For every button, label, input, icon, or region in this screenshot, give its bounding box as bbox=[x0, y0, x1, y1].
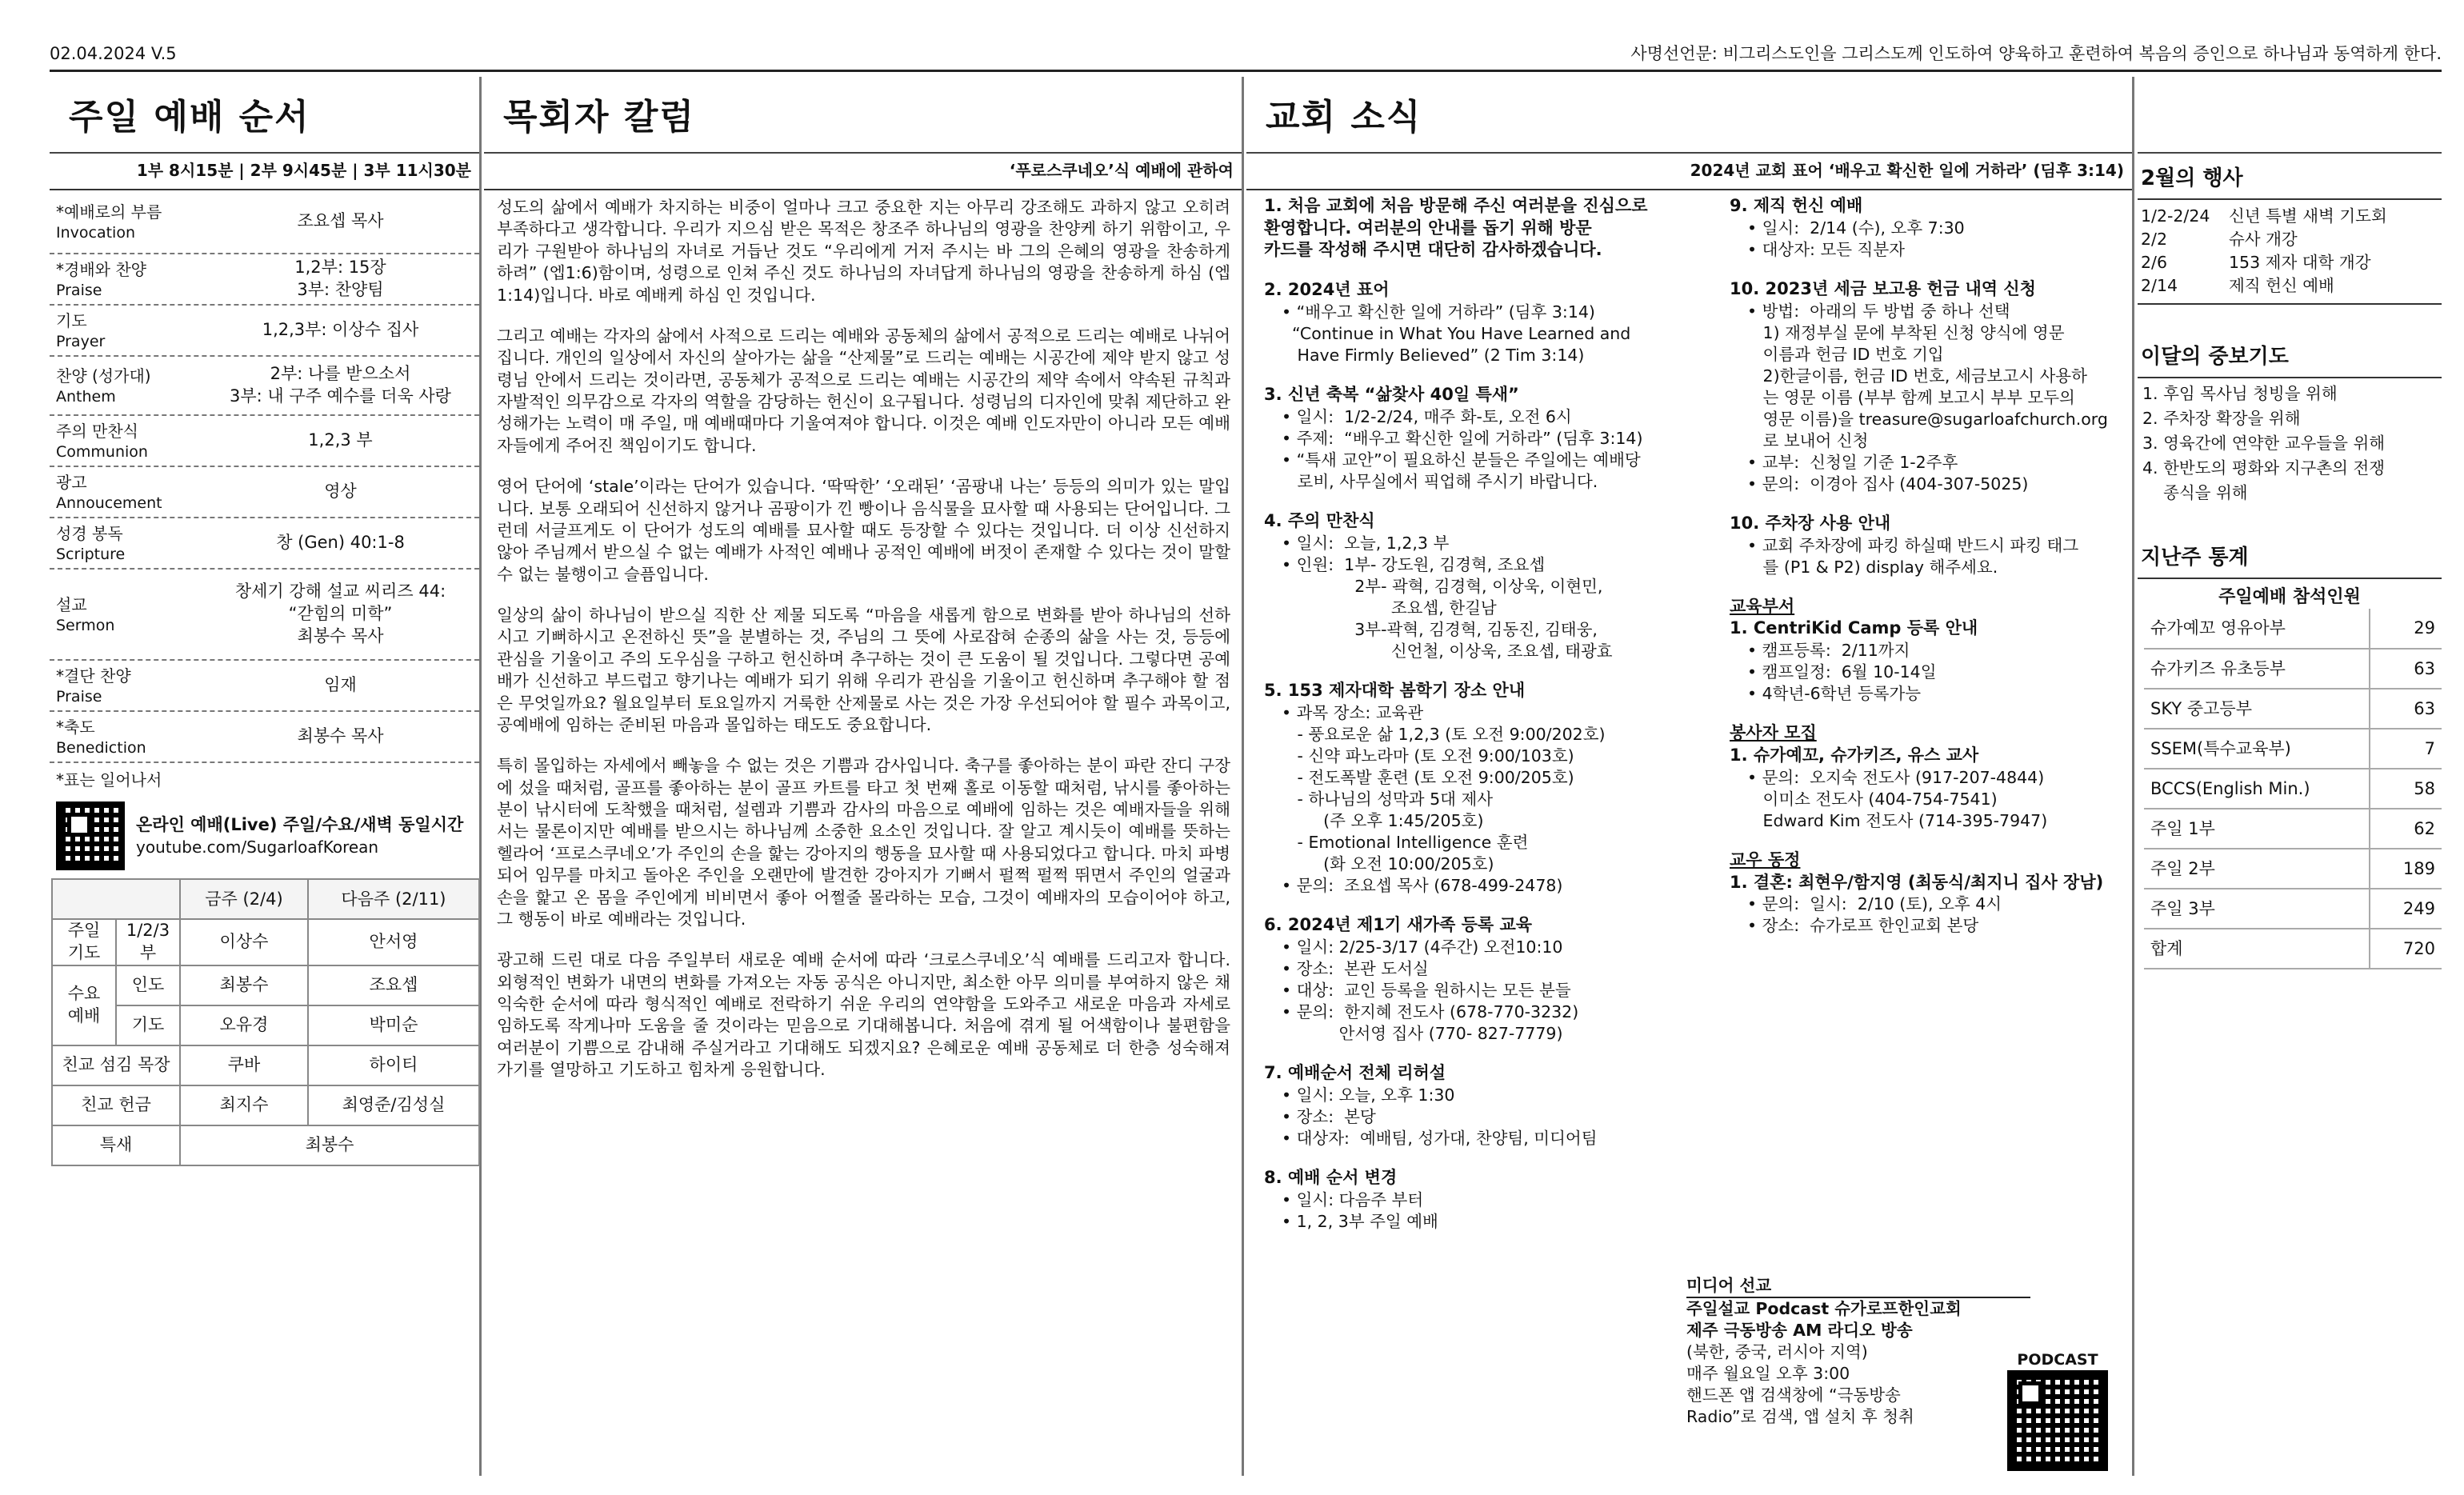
prayer-item: 1. 후임 목사님 청빙을 위해 bbox=[2142, 383, 2338, 403]
article-paragraph: 일상의 삶이 하나님이 받으실 직한 산 제물 되도록 “마음을 새롭게 함으로 변화를 받아 하나님의 선하시고 기뻐하시고 온전하신 뜻”을 분별하는 것, 주님의 그 뜻에 사로잡혀 순종의 삶을 사는 것, 등등에 관심을 기울이고 주의 도우심을 구하고 헌신하며 추구하는 것이 큰 도움이 될 것입니다. 그렇다면 공예배가 신선하고 부드럽고 향기나는 예배가 되기 위해 우리가 관심을 기울이고 헌신하며 추구해야 할 점은 무엇일까요? 월요일부터 토요일까지 거룩한 산제물로 사는 것은 가장 우선되어야 할 필수 과목이고, 공예배에 임하는 준비된 마음과 몰입하는 태도도 중요합니다. bbox=[497, 606, 1230, 734]
news-line: • 4학년-6학년 등록가능 bbox=[1747, 684, 1922, 704]
worship-item-value: 최봉수 목사 bbox=[297, 726, 384, 746]
table-row: 친교 헌금 최지수 최영준/김성실 bbox=[52, 1085, 479, 1125]
news-line: 1) 재정부실 문에 부착된 신청 양식에 영문 bbox=[1747, 322, 2065, 342]
news-line: - 풍요로운 삶 1,2,3 (토 오전 9:00/202호) bbox=[1282, 724, 1606, 744]
worship-item-label bbox=[50, 661, 202, 710]
news-line: 신언철, 이상욱, 조요셉, 태광효 bbox=[1282, 641, 1613, 661]
news-left bbox=[1264, 195, 1720, 1250]
article-paragraph: 특히 몰입하는 자세에서 빼놓을 수 없는 것은 기쁨과 감사입니다. 축구를 좋아하는 분이 파란 잔디 구장에 섰을 때처럼, 골프를 좋아하는 분이 골프 카트를 타고 첫 번째 홀로 이동할 때처럼, 낚시를 좋아하는 분이 낚시터에 도착했을 때처럼, 설렘과 기쁨과 감사의 마음으로 예배에 임하는 것은 예배자들을 위해서는 물론이지만 예배를 받으시는 하나님께 소중한 요소인 것입니다. 잘 알고 계시듯이 예배를 뜻하는 헬라어 ‘프로스쿠네오’가 주인의 손을 핥는 강아지의 행동을 묘사할 때 사용되었다고 합니다. 마치 파병되어 임무를 마치고 돌아온 주인을 오랜만에 발견한 강아지가 기뻐서 펄쩍 펄쩍 뛰면서 주인의 얼굴과 손을 핥고 온 몸을 주인에게 비비면서 좋아 어쩔줄 몰라하는 모습, 그것이 예배자의 모습이어야 하고, 그 행동이 바로 예배라는 것입니다. bbox=[497, 756, 1230, 929]
stat-label: BCCS(English Min.) bbox=[2144, 769, 2370, 809]
worship-item-label bbox=[50, 712, 202, 761]
news-line: • 장소: 슈가로프 한인교회 본당 bbox=[1747, 916, 1979, 936]
list-item bbox=[1730, 278, 2128, 495]
worship-item-value: 2부: 나를 받으소서 3부: 내 구주 예수를 더욱 사랑 bbox=[230, 364, 451, 406]
stat-label: 슈가키즈 유초등부 bbox=[2144, 649, 2370, 689]
event-title: 153 제자 대학 개강 bbox=[2229, 253, 2371, 273]
media-title: 미디어 선교 bbox=[1686, 1275, 2030, 1298]
list-item: 1. 슈가예꼬, 슈가키즈, 유스 교사 • 문의: 오지숙 전도사 (917-207-4844) 이미소 전도사 (404-754-7541) Edward Kim 전도사 (714-395-7947) bbox=[1730, 745, 2128, 832]
news-line: • 과목 장소: 교육관 bbox=[1282, 702, 1424, 722]
list-item bbox=[1264, 384, 1720, 493]
news-line: • 대상: 교인 등록을 원하시는 모든 분들 bbox=[1282, 980, 1571, 1000]
prayer-list bbox=[2138, 377, 2442, 506]
table-row bbox=[2144, 609, 2442, 649]
volunteer-section-title: 봉사자 모집 bbox=[1730, 723, 1817, 743]
news-line: • 1, 2, 3부 주일 예배 bbox=[1282, 1211, 1438, 1231]
news-line: 안서영 집사 (770- 827-7779) bbox=[1282, 1023, 1563, 1043]
table-row bbox=[2144, 849, 2442, 889]
article-paragraph: 영어 단어에 ‘stale’이라는 단어가 있습니다. ‘딱딱한’ ‘오래된’ ‘곰팡내 나는’ 등등의 의미가 있는 말입니다. 보통 오래되어 신선하지 않거나 곰팡이가 낀 빵이나 음식물을 묘사할 때 사용되는 단어입니다. 그런데 서글프게도 이 단어가 성도의 예배를 묘사할 때도 등장할 수 있다는 것입니다. 더 이상 신선하지 않아 주님께서 받으실 수 없는 예배가 사적인 예배나 공적인 예배에 버젓이 존재할 수 있다는 것이 말할 수 없는 불행이고 슬픔입니다. bbox=[497, 477, 1230, 584]
worship-title: 주일 예배 순서 bbox=[50, 77, 479, 154]
list-item bbox=[1264, 510, 1720, 662]
list-item bbox=[1730, 513, 2128, 578]
news-line: • 문의: 조요셉 목사 (678-499-2478) bbox=[1282, 876, 1563, 896]
news-line: • 방법: 아래의 두 방법 중 하나 선택 bbox=[1747, 301, 2010, 321]
table-row bbox=[2144, 889, 2442, 929]
table-row bbox=[50, 518, 479, 570]
worship-item-value: 조요셉 목사 bbox=[297, 211, 384, 231]
list-item bbox=[1264, 680, 1720, 897]
worship-item-label bbox=[50, 467, 202, 516]
stat-value: 249 bbox=[2370, 889, 2442, 929]
podcast-box bbox=[2007, 1350, 2108, 1471]
news-line: • 문의: 일시: 2/10 (토), 오후 4시 bbox=[1747, 894, 2002, 914]
service-times: 1부 8시15분 | 2부 9시45분 | 3부 11시30분 bbox=[50, 154, 479, 190]
news-line: • 일시: 다음주 부터 bbox=[1282, 1189, 1424, 1209]
table-row: 주일 기도 1/2/3 부 이상수 안서영 bbox=[52, 919, 479, 965]
table-row bbox=[2144, 649, 2442, 689]
news-line: - Emotional Intelligence 훈련 bbox=[1282, 832, 1529, 852]
news-line: • 일시: 2/25-3/17 (4주간) 오전10:10 bbox=[1282, 937, 1563, 957]
list-item: 1. CentriKid Camp 등록 안내 • 캠프등록: 2/11까지 • 캠프일정: 6월 10-14일 • 4학년-6학년 등록가능 bbox=[1730, 618, 2128, 705]
worship-item-en: Annoucement bbox=[56, 494, 162, 512]
prayer-item: 3. 영육간에 연약한 교우들을 위해 bbox=[2142, 433, 2386, 453]
news-body bbox=[1246, 190, 2132, 1250]
list-item bbox=[1730, 195, 2128, 261]
table-row bbox=[50, 416, 479, 467]
table-row bbox=[50, 190, 479, 254]
news-title: 교회 소식 bbox=[1246, 77, 2132, 154]
worship-order-column bbox=[50, 77, 482, 1476]
worship-item-ko: 성경 봉독 bbox=[56, 524, 123, 544]
worship-item-ko: *결단 찬양 bbox=[56, 666, 131, 686]
worship-item-en: Communion bbox=[56, 442, 148, 461]
news-line: • 문의: 오지숙 전도사 (917-207-4844) bbox=[1747, 767, 2045, 787]
news-line: • 대상자: 모든 직분자 bbox=[1747, 239, 1905, 259]
stat-value: 720 bbox=[2370, 929, 2442, 969]
list-item bbox=[1264, 914, 1720, 1045]
list-item: 1. 결혼: 최현우/함지영 (최동식/최지니 집사 장남) • 문의: 일시: 2/10 (토), 오후 4시 • 장소: 슈가로프 한인교회 본당 bbox=[1730, 872, 2128, 937]
table-row bbox=[50, 712, 479, 763]
worship-item-label bbox=[50, 306, 202, 354]
worship-rows bbox=[50, 190, 479, 763]
media-line: (북한, 중국, 러시아 지역) bbox=[1686, 1342, 1868, 1362]
list-item bbox=[2138, 228, 2442, 251]
news-line: • 교부: 신청일 기준 1-2주후 bbox=[1747, 452, 1958, 472]
news-line: • 일시: 오늘, 오후 1:30 bbox=[1282, 1085, 1455, 1105]
stat-label: 주일 1부 bbox=[2144, 809, 2370, 849]
stat-label: 슈가예꼬 영유아부 bbox=[2144, 609, 2370, 649]
news-line: 이미소 전도사 (404-754-7541) bbox=[1747, 789, 1998, 809]
news-line: Have Firmly Believed” (2 Tim 3:14) bbox=[1282, 345, 1585, 365]
events-list bbox=[2138, 198, 2442, 304]
event-date: 1/2-2/24 bbox=[2141, 206, 2210, 226]
prayer-item: 2. 주차장 확장을 위해 bbox=[2142, 408, 2301, 428]
table-row: 친교 섬김 목장 쿠바 하이티 bbox=[52, 1045, 479, 1085]
column-title: 목회자 칼럼 bbox=[484, 77, 1242, 154]
stats-subtitle: 주일예배 참석인원 bbox=[2138, 578, 2442, 609]
column-subtitle: ‘푸로스쿠네오’식 예배에 관하여 bbox=[484, 154, 1242, 190]
event-date: 2/14 bbox=[2141, 276, 2178, 296]
worship-item-en: Praise bbox=[56, 281, 102, 299]
news-heading: 2. 2024년 표어 bbox=[1264, 280, 1390, 300]
news-heading: 7. 예배순서 전체 리허설 bbox=[1264, 1063, 1446, 1083]
media-line: Radio”로 검색, 앱 설치 후 청취 bbox=[1686, 1407, 1914, 1427]
duty-head-next: 다음주 (2/11) bbox=[308, 879, 479, 919]
column-article bbox=[484, 190, 1242, 1081]
news-line: (주 오후 1:45/205호) bbox=[1282, 810, 1484, 830]
news-line: 이름과 헌금 ID 번호 기입 bbox=[1747, 344, 1944, 364]
version-label: 02.04.2024 V.5 bbox=[50, 43, 177, 63]
news-line: 3부-곽혁, 김경혁, 김동진, 김태웅, bbox=[1282, 619, 1598, 639]
pastor-column bbox=[484, 77, 1244, 1476]
news-heading: 6. 2024년 제1기 새가족 등록 교육 bbox=[1264, 915, 1533, 935]
online-worship bbox=[50, 801, 479, 870]
table-row: 특새 최봉수 bbox=[52, 1125, 479, 1165]
event-date: 2/6 bbox=[2141, 253, 2167, 273]
top-bar bbox=[50, 38, 2442, 72]
table-row bbox=[50, 306, 479, 357]
table-row bbox=[50, 254, 479, 306]
stat-value: 189 bbox=[2370, 849, 2442, 889]
news-line: • 주제: “배우고 확신한 일에 거하라” (딤후 3:14) bbox=[1282, 428, 1643, 448]
worship-item-en: Invocation bbox=[56, 223, 135, 242]
news-heading: 10. 2023년 세금 보고용 헌금 내역 신청 bbox=[1730, 278, 2036, 298]
table-row bbox=[50, 570, 479, 661]
news-line: (화 오전 10:00/205호) bbox=[1282, 853, 1494, 873]
stat-label: 주일 3부 bbox=[2144, 889, 2370, 929]
event-title: 신년 특별 새벽 기도회 bbox=[2229, 206, 2387, 226]
list-item bbox=[1264, 1167, 1720, 1233]
news-subtitle: 2024년 교회 표어 ‘배우고 확신한 일에 거하라’ (딤후 3:14) bbox=[1246, 154, 2132, 190]
list-item bbox=[2138, 251, 2442, 274]
worship-item-label bbox=[50, 590, 202, 638]
worship-item-value: 창세기 강해 설교 씨리즈 44: “갇힘의 미학” 최봉수 목사 bbox=[234, 582, 446, 646]
worship-item-value: 임재 bbox=[324, 675, 357, 695]
table-row bbox=[50, 357, 479, 416]
news-line: - 신약 파노라마 (토 오전 9:00/103호) bbox=[1282, 746, 1574, 765]
news-line: Edward Kim 전도사 (714-395-7947) bbox=[1747, 810, 2048, 830]
worship-item-ko: 찬양 (성가대) bbox=[56, 366, 151, 386]
worship-item-en: Scripture bbox=[56, 545, 126, 563]
news-line: 로 보내어 신청 bbox=[1747, 430, 1869, 450]
table-row bbox=[2144, 809, 2442, 849]
media-line: 매주 월요일 오후 3:00 bbox=[1686, 1364, 1850, 1384]
news-heading: 4. 주의 만찬식 bbox=[1264, 510, 1375, 530]
worship-item-ko: *경배와 찬양 bbox=[56, 260, 146, 280]
news-line: • 문의: 한지혜 전도사 (678-770-3232) bbox=[1282, 1001, 1579, 1021]
news-line: 조요셉, 한길남 bbox=[1282, 598, 1497, 618]
church-news-column bbox=[1246, 77, 2134, 1476]
qr-code-icon bbox=[56, 801, 125, 870]
news-line: • “배우고 확신한 일에 거하라” (딤후 3:14) bbox=[1282, 302, 1595, 322]
news-line: 를 (P1 & P2) display 해주세요. bbox=[1747, 557, 1998, 577]
article-paragraph: 성도의 삶에서 예배가 차지하는 비중이 얼마나 크고 중요한 지는 아무리 강조해도 과하지 않고 오히려 부족하다고 생각합니다. 우리가 지으심 받은 목적은 창조주 하나님의 영광을 찬양케 하기 위함이고, 우리가 구원받아 하나님의 자녀로 거듭난 것도 “우리에게 거저 주시는 바 그의 은혜의 영광을 찬송하게 하려” (엡1:6)함이며, 성령으로 인쳐 주신 것도 하나님의 자녀답게 하나님의 영광을 찬송하게 하심 (엡1:14)입니다. 바로 예배케 하심 인 것입니다. bbox=[497, 198, 1230, 305]
news-line: 영문 이름)을 treasure@sugarloafchurch.org bbox=[1747, 409, 2108, 429]
list-item bbox=[1264, 279, 1720, 366]
stat-value: 29 bbox=[2370, 609, 2442, 649]
news-line: - 하나님의 성막과 5대 제사 bbox=[1282, 789, 1494, 809]
table-row bbox=[50, 467, 479, 518]
news-line: 는 영문 이름 (부부 함께 보고시 부부 모두의 bbox=[1747, 387, 2075, 407]
table-row bbox=[2144, 769, 2442, 809]
prayer-title: 이달의 중보기도 bbox=[2141, 344, 2289, 369]
fellowship-section-title: 교우 동정 bbox=[1730, 849, 1801, 869]
news-heading: 5. 153 제자대학 봄학기 장소 안내 bbox=[1264, 680, 1526, 700]
worship-item-ko: *예배로의 부름 bbox=[56, 202, 162, 222]
worship-item-value: 1,2,3부: 이상수 집사 bbox=[262, 320, 419, 340]
stat-label: SKY 중고등부 bbox=[2144, 689, 2370, 729]
worship-item-value: 1,2부: 15장 3부: 찬양팀 bbox=[294, 258, 386, 299]
news-line: “Continue in What You Have Learned and bbox=[1282, 323, 1631, 343]
worship-item-value: 1,2,3 부 bbox=[308, 430, 373, 450]
news-line: • 일시: 1/2-2/24, 매주 화-토, 오전 6시 bbox=[1282, 406, 1572, 426]
worship-item-ko: *축도 bbox=[56, 718, 95, 738]
worship-item-ko: 설교 bbox=[56, 595, 87, 615]
stat-value: 63 bbox=[2370, 649, 2442, 689]
worship-item-label bbox=[50, 361, 202, 410]
news-heading: 9. 제직 헌신 예배 bbox=[1730, 196, 1863, 215]
worship-item-en: Prayer bbox=[56, 332, 106, 350]
media-line: 주일설교 Podcast 슈가로프한인교회 bbox=[1686, 1299, 1962, 1319]
news-line: • 일시: 2/14 (수), 오후 7:30 bbox=[1747, 218, 1965, 238]
news-line: • 인원: 1부- 강도원, 김경혁, 조요셉 bbox=[1282, 554, 1546, 574]
news-heading: 8. 예배 순서 변경 bbox=[1264, 1167, 1398, 1187]
article-paragraph: 광고해 드린 대로 다음 주일부터 새로운 예배 순서에 따라 ‘크로스쿠네오’식 예배를 드리고자 합니다. 외형적인 변화가 내면의 변화를 가져오는 자동 공식은 아니지만, 최소한 아무 의미를 부여하지 않은 채 익숙한 순서에 따라 형식적인 예배로 전락하기 쉬운 우리의 연약함을 도와주고 새로운 마음과 자세로 임하도록 작게나마 도움을 줄 것이라는 믿음으로 기대해봅니다. 처음에 겪게 될 어색함이나 불편함을 여러분이 기쁨으로 감내해 주실거라고 기대해도 되겠지요? 은혜로운 예배 공동체로 더 한층 성숙해져 가기를 열망하고 기도하고 힘차게 응원합니다. bbox=[497, 950, 1230, 1080]
stat-value: 62 bbox=[2370, 809, 2442, 849]
sidebar-column bbox=[2138, 77, 2442, 1476]
prayer-item: 4. 한반도의 평화와 지구촌의 전쟁 bbox=[2142, 458, 2386, 478]
list-item bbox=[2138, 274, 2442, 298]
news-heading: 3. 신년 축복 “삶찾사 40일 특새” bbox=[1264, 385, 1519, 405]
news-line: 2부- 곽혁, 김경혁, 이상욱, 이현민, bbox=[1282, 576, 1603, 596]
worship-item-ko: 광고 bbox=[56, 473, 87, 493]
event-title: 슈사 개강 bbox=[2229, 230, 2298, 250]
news-line: - 전도폭발 훈련 (토 오전 9:00/205호) bbox=[1282, 767, 1574, 787]
media-line: 핸드폰 앱 검색창에 “극동방송 bbox=[1686, 1385, 1901, 1405]
table-row: 수요 예배 인도 최봉수 조요셉 bbox=[52, 965, 479, 1005]
worship-item-en: Sermon bbox=[56, 616, 115, 634]
news-line: • 교회 주차장에 파킹 하실때 반드시 파킹 태그 bbox=[1747, 535, 2079, 555]
duty-head-this: 금주 (2/4) bbox=[180, 879, 308, 919]
worship-item-en: Praise bbox=[56, 687, 102, 706]
list-item bbox=[2138, 205, 2442, 228]
list-item bbox=[1264, 1062, 1720, 1149]
podcast-label: PODCAST bbox=[2017, 1350, 2098, 1369]
stat-label: 합계 bbox=[2144, 929, 2370, 969]
article-paragraph: 그리고 예배는 각자의 삶에서 사적으로 드리는 예배와 공동체의 삶에서 공적으로 드리는 예배로 나뉘어집니다. 개인의 일상에서 자신의 살아가는 삶을 “산제물”로 드리는 예배는 시공간에 제약 받지 않고 성령님 안에서 드리는 것이라면, 공동체가 공적으로 드리는 예배는 시공간의 제약 속에서 약속된 규칙과 자발적인 의무감으로 각자의 역할을 감당하는 헌신이 요구됩니다. 성령님의 디자인에 맞춰 제단하고 완성해가는 노력이 매 주일, 매 예배때마다 기울여져야 합니다. 이것은 예배 인도자만이 아니라 모든 예배자들에게 주어진 책임이기도 합니다. bbox=[497, 326, 1230, 455]
news-heading: 1. 처음 교회에 처음 방문해 주신 여러분을 진심으로 환영합니다. 여러분의 안내를 돕기 위해 방문 카드를 작성해 주시면 대단히 감사하겠습니다. bbox=[1264, 196, 1648, 260]
online-title: 온라인 예배(Live) 주일/수요/새벽 동일시간 bbox=[136, 815, 464, 835]
worship-item-label bbox=[50, 197, 202, 246]
news-line: • 장소: 본관 도서실 bbox=[1282, 958, 1429, 978]
standing-note: *표는 일어나서 bbox=[56, 770, 162, 789]
online-url[interactable]: youtube.com/SugarloafKorean bbox=[136, 837, 379, 857]
prayer-item: 종식을 위해 bbox=[2142, 483, 2248, 502]
stat-label: SSEM(특수교육부) bbox=[2144, 729, 2370, 769]
news-line: • 장소: 본당 bbox=[1282, 1106, 1376, 1126]
worship-item-en: Benediction bbox=[56, 738, 146, 757]
stat-label: 주일 2부 bbox=[2144, 849, 2370, 889]
worship-item-label bbox=[50, 518, 202, 567]
stats-table bbox=[2144, 609, 2442, 969]
event-date: 2/2 bbox=[2141, 230, 2167, 250]
list-item bbox=[1264, 195, 1720, 262]
news-line: • 대상자: 예배팀, 성가대, 찬양팀, 미디어팀 bbox=[1282, 1128, 1598, 1148]
news-line: 2)한글이름, 헌금 ID 번호, 세금보고시 사용하 bbox=[1747, 366, 2087, 386]
media-line: 제주 극동방송 AM 라디오 방송 bbox=[1686, 1321, 1913, 1341]
table-row bbox=[2144, 729, 2442, 769]
edu-section-title: 교육부서 bbox=[1730, 596, 1795, 616]
mission-statement: 사명선언문: 비그리스도인을 그리스도께 인도하여 양육하고 훈련하여 복음의 증인으로 하나님과 동역하게 한다. bbox=[1630, 43, 2442, 63]
worship-item-en: Anthem bbox=[56, 387, 116, 406]
news-line: • 일시: 오늘, 1,2,3 부 bbox=[1282, 533, 1450, 553]
news-line: • 캠프등록: 2/11까지 bbox=[1747, 641, 1910, 661]
news-line: 로비, 사무실에서 픽업해 주시기 바랍니다. bbox=[1282, 471, 1598, 491]
table-row bbox=[2144, 689, 2442, 729]
stat-value: 63 bbox=[2370, 689, 2442, 729]
news-line: • 캠프일정: 6월 10-14일 bbox=[1747, 662, 1937, 682]
table-row bbox=[50, 661, 479, 712]
table-row: 기도 오유경 박미순 bbox=[52, 1005, 479, 1045]
worship-item-ko: 주의 만찬식 bbox=[56, 422, 138, 442]
stat-value: 7 bbox=[2370, 729, 2442, 769]
duty-table bbox=[51, 878, 480, 1165]
worship-item-value: 영상 bbox=[324, 482, 357, 502]
worship-item-label bbox=[50, 416, 202, 465]
news-line: • “특새 교안”이 필요하신 분들은 주일에는 예배당 bbox=[1282, 450, 1641, 470]
news-right bbox=[1720, 195, 2128, 1250]
worship-item-ko: 기도 bbox=[56, 311, 87, 331]
table-row bbox=[2144, 929, 2442, 969]
worship-item-label bbox=[50, 254, 202, 303]
worship-item-value: 창 (Gen) 40:1-8 bbox=[276, 533, 405, 553]
podcast-qr-icon bbox=[2007, 1370, 2108, 1471]
stat-value: 58 bbox=[2370, 769, 2442, 809]
stats-title: 지난주 통계 bbox=[2141, 546, 2249, 570]
events-title: 2월의 행사 bbox=[2141, 166, 2243, 190]
event-title: 제직 헌신 예배 bbox=[2229, 276, 2334, 296]
news-heading: 10. 주차장 사용 안내 bbox=[1730, 513, 1891, 533]
news-line: • 문의: 이경아 집사 (404-307-5025) bbox=[1747, 474, 2029, 494]
